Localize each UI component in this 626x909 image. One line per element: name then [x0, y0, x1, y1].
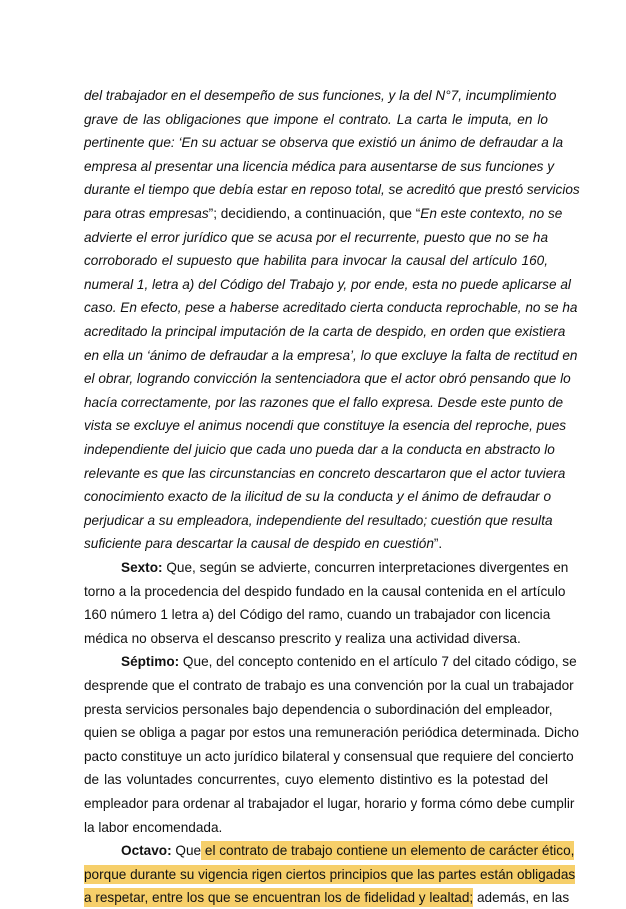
- section-heading-sexto: Sexto:: [121, 560, 163, 575]
- text-line: relevante es que las circunstancias en concreto descartaron que el actor tuviera: [84, 465, 566, 481]
- text-line: grave de las obligaciones que impone el contrato. La carta le imputa, en lo: [84, 111, 548, 127]
- text-line: perjudicar a su empleadora, independiente del resultado; cuestión que resulta: [84, 512, 553, 528]
- text-run: para otras empresas: [84, 206, 209, 221]
- text-run: además, en las: [473, 890, 570, 906]
- text-run: ”; decidiendo, a continuación, que “: [208, 206, 421, 221]
- text-run: Que: [171, 843, 202, 859]
- text-line: en ella un ‘ánimo de defraudar a la empresa’, lo que excluye la falta de rectitud en: [84, 347, 578, 363]
- paragraph-sexto-start: [121, 557, 569, 579]
- text-line: presta servicios personales bajo dependencia o subordinación del empleador,: [84, 701, 553, 717]
- text-line: empresa al presentar una licencia médica para ausentarse de sus funciones y: [84, 158, 555, 174]
- text-line: caso. En efecto, pese a haberse acreditado cierta conducta reprochable, no se ha: [84, 300, 578, 316]
- text-line: advierte el error jurídico que se acusa por el recurrente, puesto que no se ha: [84, 229, 548, 245]
- text-line: [84, 887, 570, 909]
- text-line: empleador para ordenar al trabajador el lugar, horario y forma cómo debe cumplir: [84, 796, 575, 811]
- text-line: médica no observa el descanso prescrito y realiza una actividad diversa.: [84, 630, 521, 646]
- text-line: desprende que el contrato de trabajo es una convención por la cual un trabajador: [84, 678, 574, 693]
- text-line: acreditado la principal imputación de la carta de despido, en orden que existiera: [84, 324, 566, 339]
- text-line: hacía correctamente, por las razones que el fallo expresa. Desde este punto de: [84, 394, 564, 410]
- text-run: ”.: [433, 536, 443, 552]
- text-line: 160 número 1 letra a) del Código del ramo, cuando un trabajador con licencia: [84, 607, 551, 623]
- text-line: quien se obliga a pagar por estos una remuneración periódica determinada. Dicho: [84, 725, 579, 741]
- text-line: numeral 1, letra a) del Código del Trabajo y, por ende, esta no puede aplicarse al: [84, 276, 571, 292]
- section-heading-septimo: Séptimo:: [121, 654, 180, 670]
- text-line: de las voluntades concurrentes, cuyo elemento distintivo es la potestad del: [84, 772, 548, 788]
- text-line: el obrar, logrando convicción la sentenciadora que el actor obró pensando que lo: [84, 371, 571, 387]
- highlighted-text: porque durante su vigencia rigen ciertos principios que las partes están obligadas: [84, 866, 576, 882]
- paragraph-septimo-start: [121, 651, 577, 673]
- text-line: [84, 533, 548, 555]
- text-line: pacto constituye un acto jurídico bilateral y consensual que requiere del concierto: [84, 748, 574, 764]
- text-line: la labor encomendada.: [84, 819, 223, 835]
- text-run: suficiente para descartar la causal de despido en cuestión: [84, 536, 434, 552]
- text-line: corroborado el supuesto que habilita para invocar la causal del artículo 160,: [84, 253, 548, 269]
- text-line: torno a la procedencia del despido fundado en la causal contenida en el artículo: [84, 583, 566, 599]
- text-line: independiente del juicio que cada uno pueda dar a la conducta en abstracto lo: [84, 442, 555, 457]
- text-run: Que, del concepto contenido en el artículo 7 del citado código, se: [179, 654, 577, 670]
- text-line: del trabajador en el desempeño de sus funciones, y la del N°7, incumplimiento: [84, 88, 557, 103]
- text-line: pertinente que: ‘En su actuar se observa que existió un ánimo de defraudar a la: [84, 135, 564, 151]
- text-line: [84, 203, 563, 225]
- text-run: En este contexto, no se: [420, 206, 563, 221]
- highlighted-text: a respetar, entre los que se encuentran los de fidelidad y lealtad;: [84, 890, 474, 906]
- text-line: vista se excluye el animus nocendi que constituye la esencia del reproche, pues: [84, 418, 567, 434]
- text-line: [84, 864, 576, 886]
- text-line: durante el tiempo que debía estar en reposo total, se acreditó que prestó servicios: [84, 182, 580, 198]
- text-line: conocimiento exacto de la ilicitud de su la conducta y el ánimo de defraudar o: [84, 489, 551, 505]
- paragraph-octavo-start: [121, 840, 575, 862]
- highlighted-text: el contrato de trabajo contiene un elemento de carácter ético,: [201, 843, 575, 859]
- text-run: Que, según se advierte, concurren interpretaciones divergentes en: [162, 560, 569, 575]
- section-heading-octavo: Octavo:: [121, 843, 172, 859]
